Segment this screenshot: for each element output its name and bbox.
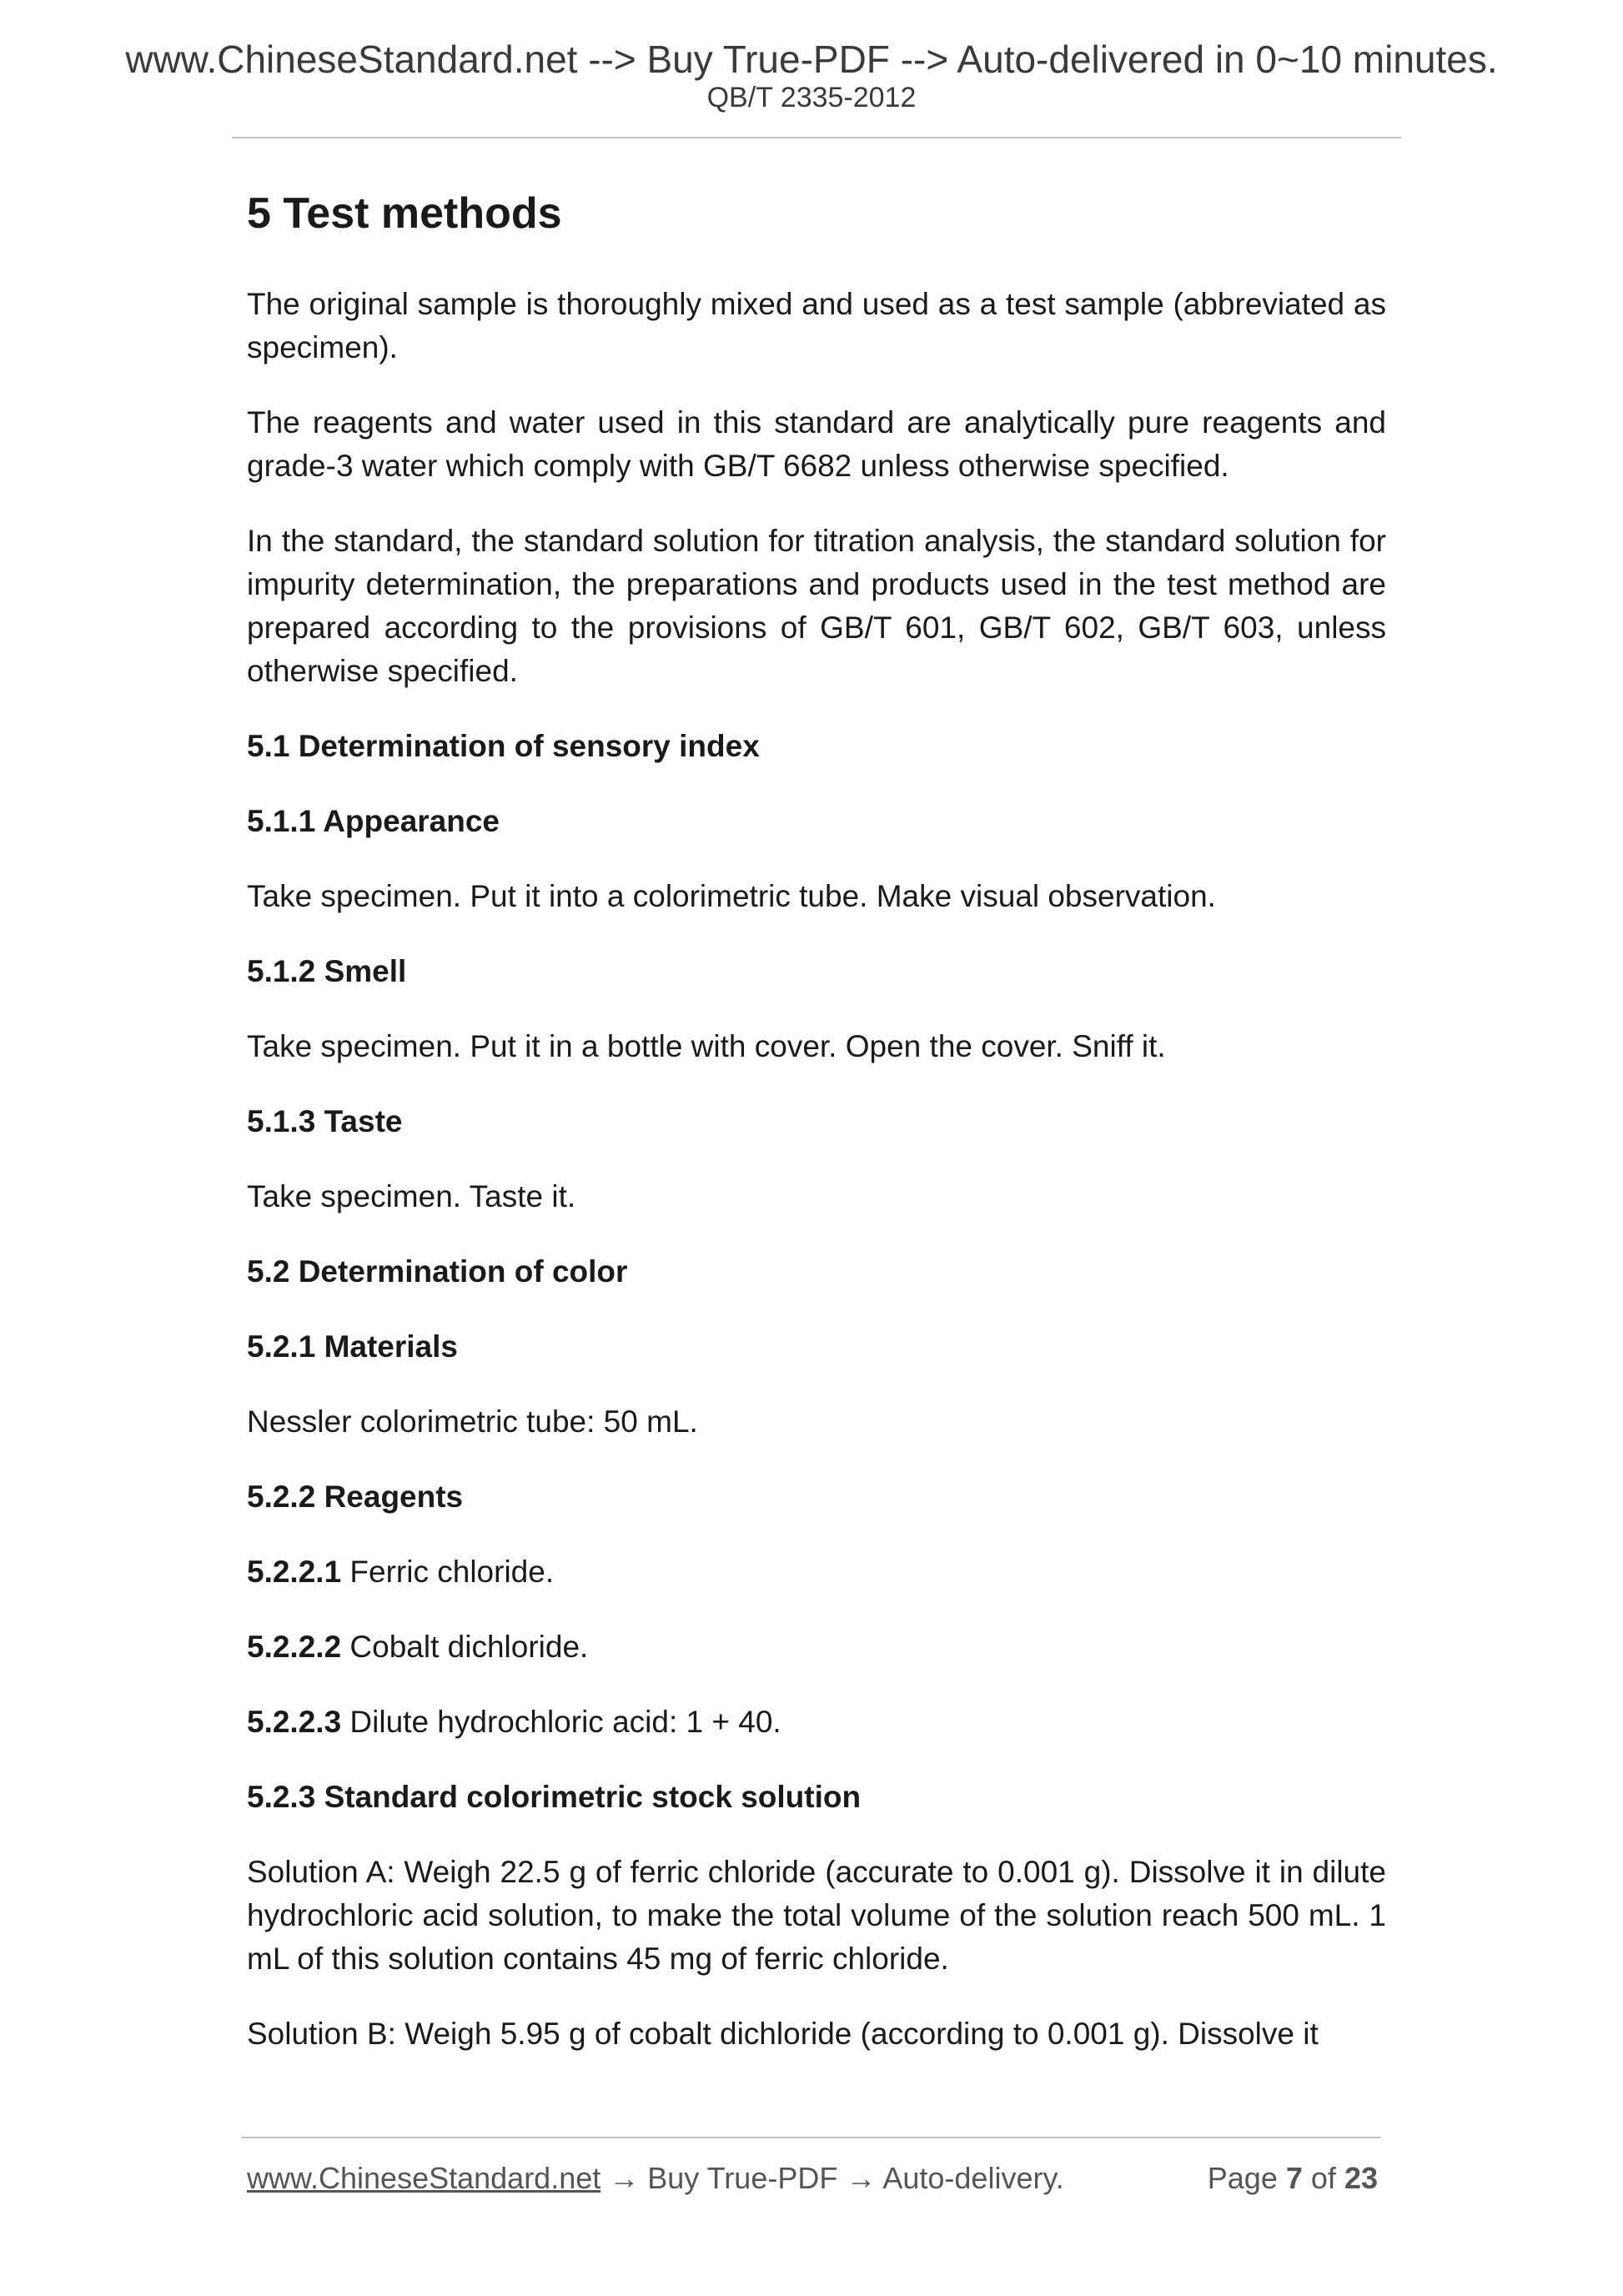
smell-text: Take specimen. Put it in a bottle with cover. Open the cover. Sniff it. — [247, 1029, 1166, 1064]
reagent-text: Cobalt dichloride. — [341, 1630, 589, 1665]
reagent-number: 5.2.2.3 — [247, 1705, 342, 1740]
reagent-text: Ferric chloride. — [341, 1555, 555, 1590]
heading-5-1-3: 5.1.3 Taste — [247, 1104, 403, 1139]
materials-text: Nessler colorimetric tube: 50 mL. — [247, 1404, 698, 1439]
arrow-right-icon: → — [600, 2161, 648, 2195]
solution-a-text: Solution A: Weigh 22.5 g of ferric chloride (accurate to 0.001 g). Dissolve it in dilute hydrochloric acid solution, to make the total volume of the solution reach 500 mL. 1 mL of this solution contains 45 mg of ferric chloride. — [247, 1855, 1386, 1977]
reagent-number: 5.2.2.1 — [247, 1555, 342, 1590]
standard-code: QB/T 2335-2012 — [706, 82, 917, 113]
site-banner[interactable]: www.ChineseStandard.net --> Buy True-PDF --> Auto-delivered in 0~10 minutes. — [125, 38, 1498, 81]
intro-paragraph-3: In the standard, the standard solution for titration analysis, the standard solution for impurity determination, the preparations and products used in the test method are prepared according to the provisions of GB/T 601, GB/T 602, GB/T 603, unless otherwise specified. — [247, 524, 1386, 689]
heading-5-2-2: 5.2.2 Reagents — [247, 1480, 464, 1515]
heading-5-2-3: 5.2.3 Standard colorimetric stock solution — [247, 1780, 862, 1815]
footer-site-link[interactable]: www.ChineseStandard.net — [247, 2161, 601, 2195]
page-label: Page — [1207, 2161, 1278, 2195]
reagent-item — [247, 1550, 1386, 1594]
intro-paragraph-2: The reagents and water used in this standard are analytically pure reagents and grade-3 water which comply with GB/T 6682 unless otherwise specified. — [247, 405, 1386, 484]
page-content — [247, 190, 1386, 2088]
footer-divider — [242, 2137, 1381, 2138]
page-current: 7 — [1285, 2161, 1303, 2195]
page-total: 23 — [1344, 2161, 1378, 2195]
footer-buy-text: Buy True-PDF — [647, 2161, 838, 2195]
page-indicator — [1208, 2160, 1378, 2196]
reagent-number: 5.2.2.2 — [247, 1630, 342, 1665]
header-divider — [232, 137, 1401, 138]
heading-5-2: 5.2 Determination of color — [247, 1254, 628, 1289]
page-footer — [247, 2160, 1378, 2196]
heading-5-1-2: 5.1.2 Smell — [247, 954, 407, 989]
heading-5-1: 5.1 Determination of sensory index — [247, 729, 760, 764]
reagent-item — [247, 1625, 1386, 1669]
taste-text: Take specimen. Taste it. — [247, 1179, 576, 1214]
section-title: 5 Test methods — [247, 189, 562, 238]
intro-paragraph-1: The original sample is thoroughly mixed and used as a test sample (abbreviated as specimen). — [247, 287, 1386, 365]
appearance-text: Take specimen. Put it into a colorimetric tube. Make visual observation. — [247, 879, 1216, 914]
heading-5-1-1: 5.1.1 Appearance — [247, 804, 500, 839]
reagent-text: Dilute hydrochloric acid: 1 + 40. — [341, 1705, 781, 1740]
heading-5-2-1: 5.2.1 Materials — [247, 1329, 458, 1364]
footer-delivery-text: Auto-delivery. — [882, 2161, 1064, 2195]
solution-b-text: Solution B: Weigh 5.95 g of cobalt dichloride (according to 0.001 g). Dissolve it — [247, 2017, 1319, 2052]
reagent-item — [247, 1701, 1386, 1744]
arrow-right-icon: → — [837, 2161, 883, 2195]
page-of: of — [1310, 2161, 1336, 2195]
